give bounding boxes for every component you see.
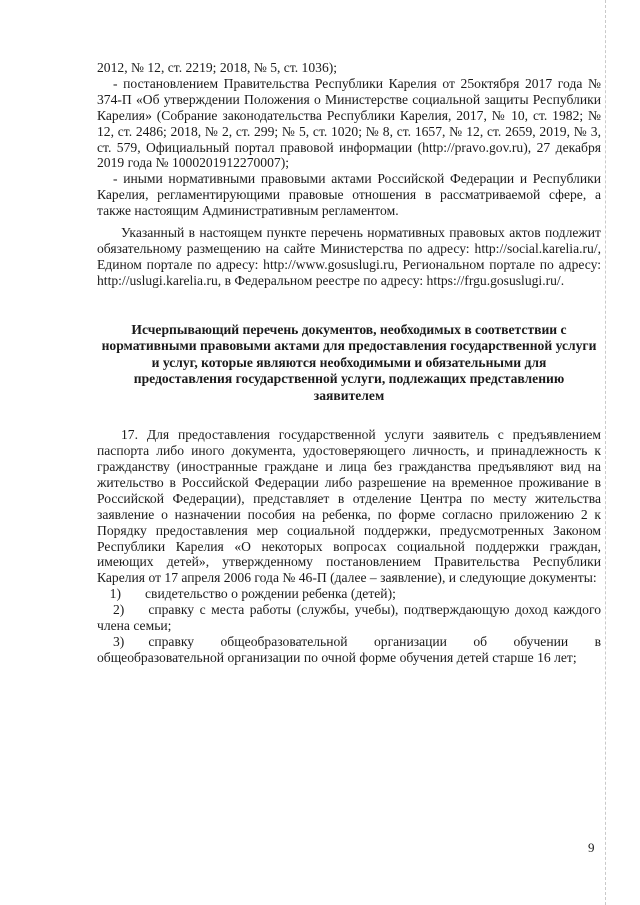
list-item <box>97 586 601 602</box>
paragraph-publication: Указанный в настоящем пункте перечень нормативных правовых актов подлежит обязательному размещению на сайте Министерства по адресу: http://social.karelia.ru/, Едином портале по адресу: http://www.gosuslugi.ru, Региональном портале по адресу: http://uslugi.karelia.ru, в Федеральном реестре по адресу: https://frgu.gosuslugi.ru/. <box>97 225 601 288</box>
list-item-number: 2) <box>113 602 125 618</box>
list-item <box>97 602 601 634</box>
list-item <box>97 634 601 666</box>
list-item-text: справку общеобразовательной организации об обучении в общеобразовательной организации по очной форме обучения детей старше 16 лет; <box>97 633 601 665</box>
scan-edge-line <box>605 0 606 905</box>
page-body <box>97 60 601 666</box>
list-item-text: свидетельство о рождении ребенка (детей); <box>145 586 396 602</box>
paragraph-other-acts: - иными нормативными правовыми актами Российской Федерации и Республики Карелия, регламентирующими правовые отношения в рассматриваемой сфере, а также настоящим Административным регламентом. <box>97 171 601 219</box>
paragraph-continuation: 2012, № 12, ст. 2219; 2018, № 5, ст. 1036); <box>97 60 338 75</box>
list-item-text: справку с места работы (службы, учебы), подтверждающую доход каждого члена семьи; <box>97 602 601 634</box>
section-title: Исчерпывающий перечень документов, необходимых в соответствии с нормативными правовыми актами для предоставления государственной услуги и услуг, которые являются необходимыми и обязательными для предоставления государственной услуги, подлежащих представлению заявителем <box>101 321 597 403</box>
paragraph-17: 17. Для предоставления государственной услуги заявитель с предъявлением паспорта либо иного документа, удостоверяющего личность, и принадлежность к гражданству (иностранные граждане и лица без гражданства предъявляют вид на жительство в Российской Федерации либо разрешение на временное проживание в Российской Федерации), представляет в отделение Центра по месту жительства заявление о назначении пособия на ребенка, по форме согласно приложению 2 к Порядку предоставления мер социальной поддержки, предусмотренных Законом Республики Карелия «О некоторых вопросах социальной поддержки граждан, имеющих детей», утвержденному постановлением Правительства Республики Карелия от 17 апреля 2006 года № 46-П (далее – заявление), и следующие документы: <box>97 427 601 586</box>
list-item-number: 1) <box>109 586 121 602</box>
list-item-number: 3) <box>113 633 125 649</box>
page-number: 9 <box>588 840 595 855</box>
paragraph-resolution: - постановлением Правительства Республики Карелия от 25октября 2017 года № 374-П «Об утверждении Положения о Министерстве социальной защиты Республики Карелия» (Собрание законодательства Республики Карелия, 2017, № 10, ст. 1982; № 12, ст. 2486; 2018, № 2, ст. 299; № 5, ст. 1020; № 8, ст. 1657, № 12, ст. 2659, 2019, № 3, ст. 579, Официальный портал правовой информации (http://pravo.gov.ru), 27 декабря 2019 года № 1000201912270007); <box>97 75 601 171</box>
